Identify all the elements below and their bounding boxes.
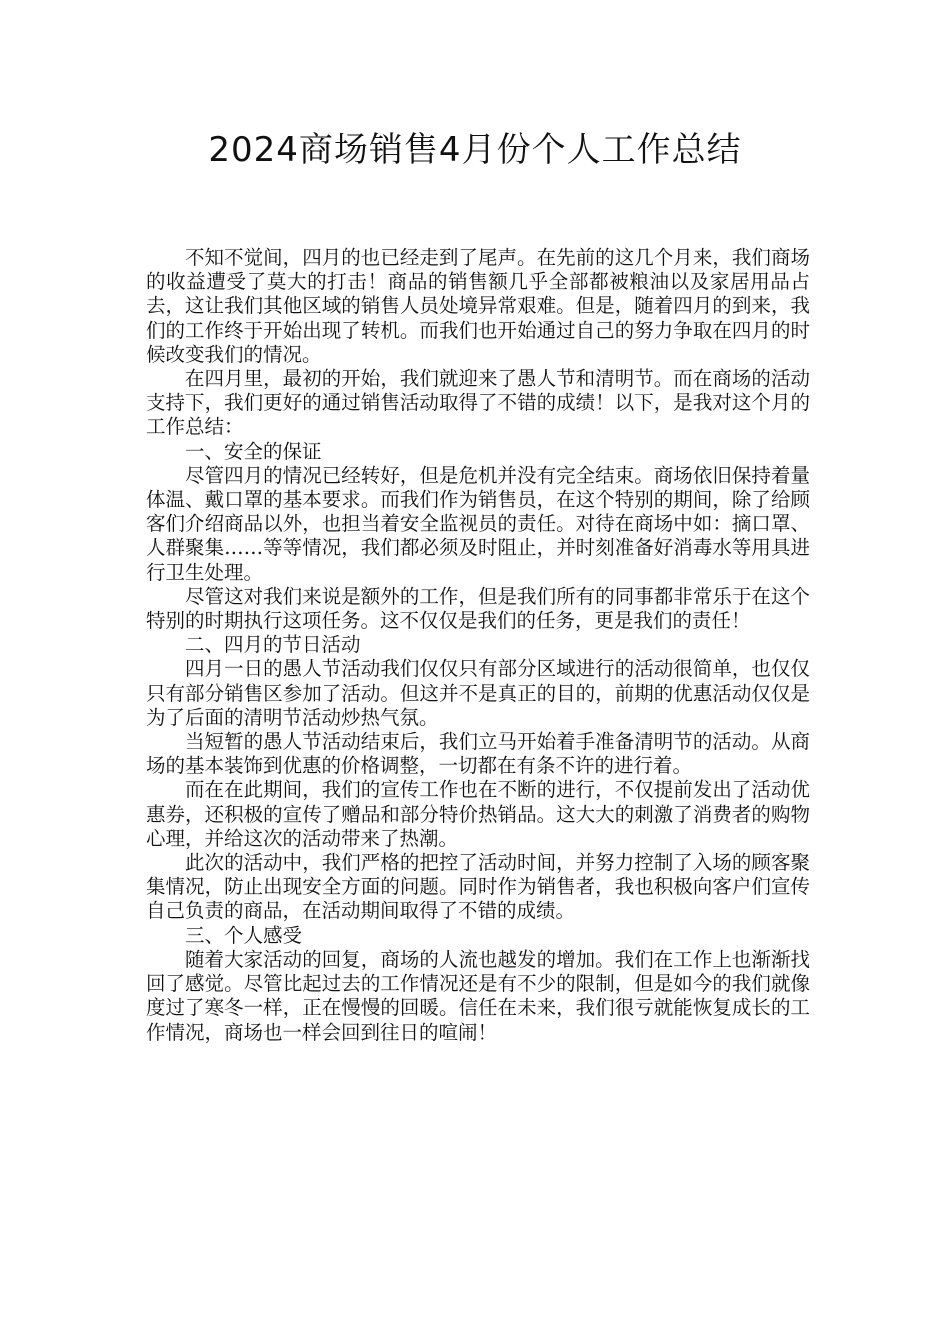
- paragraph-holiday-3: 而在在此期间，我们的宣传工作也在不断的进行，不仅提前发出了活动优惠券，还积极的宣传了赠品和部分特价热销品。这大大的刺激了消费者的购物心理，并给这次的活动带来了热潮。: [146, 778, 810, 850]
- section-heading-safety: 一、安全的保证: [185, 439, 322, 463]
- paragraph-safety-2: 尽管这对我们来说是额外的工作，但是我们所有的同事都非常乐于在这个特别的时期执行这项任务。这不仅仅是我们的任务，更是我们的责任！: [146, 584, 810, 633]
- document-title: 2024商场销售4月份个人工作总结: [208, 130, 742, 170]
- paragraph-overview: 在四月里，最初的开始，我们就迎来了愚人节和清明节。而在商场的活动支持下，我们更好的通过销售活动取得了不错的成绩！以下，是我对这个月的工作总结：: [146, 367, 810, 439]
- section-heading-feelings: 三、个人感受: [185, 923, 303, 947]
- paragraph-safety-1: 尽管四月的情况已经转好，但是危机并没有完全结束。商场依旧保持着量体温、戴口罩的基本要求。而我们作为销售员，在这个特别的期间，除了给顾客们介绍商品以外，也担当着安全监视员的责任。对待在商场中如：摘口罩、人群聚集……等等情况，我们都必须及时阻止，并时刻准备好消毒水等用具进行卫生处理。: [146, 463, 810, 584]
- paragraph-intro: 不知不觉间，四月的也已经走到了尾声。在先前的这几个月来，我们商场的收益遭受了莫大的打击！商品的销售额几乎全部都被粮油以及家居用品占去，这让我们其他区域的销售人员处境异常艰难。但是，随着四月的到来，我们的工作终于开始出现了转机。而我们也开始通过自己的努力争取在四月的时候改变我们的情况。: [146, 246, 810, 366]
- section-heading-holiday: 二、四月的节日活动: [185, 633, 361, 657]
- paragraph-holiday-4: 此次的活动中，我们严格的把控了活动时间，并努力控制了入场的顾客聚集情况，防止出现安全方面的问题。同时作为销售者，我也积极向客户们宣传自己负责的商品，在活动期间取得了不错的成绩。: [146, 851, 810, 923]
- paragraph-holiday-1: 四月一日的愚人节活动我们仅仅只有部分区域进行的活动很简单，也仅仅只有部分销售区参加了活动。但这并不是真正的目的，前期的优惠活动仅仅是为了后面的清明节活动炒热气氛。: [146, 657, 810, 729]
- paragraph-holiday-2: 当短暂的愚人节活动结束后，我们立马开始着手准备清明节的活动。从商场的基本装饰到优惠的价格调整，一切都在有条不许的进行着。: [146, 730, 810, 778]
- document-body: [146, 246, 810, 1045]
- paragraph-feelings: 随着大家活动的回复，商场的人流也越发的增加。我们在工作上也渐渐找回了感觉。尽管比起过去的工作情况还是有不少的限制，但是如今的我们就像度过了寒冬一样，正在慢慢的回暖。信任在未来，我们很亏就能恢复成长的工作情况，商场也一样会回到往日的喧闹！: [146, 947, 810, 1044]
